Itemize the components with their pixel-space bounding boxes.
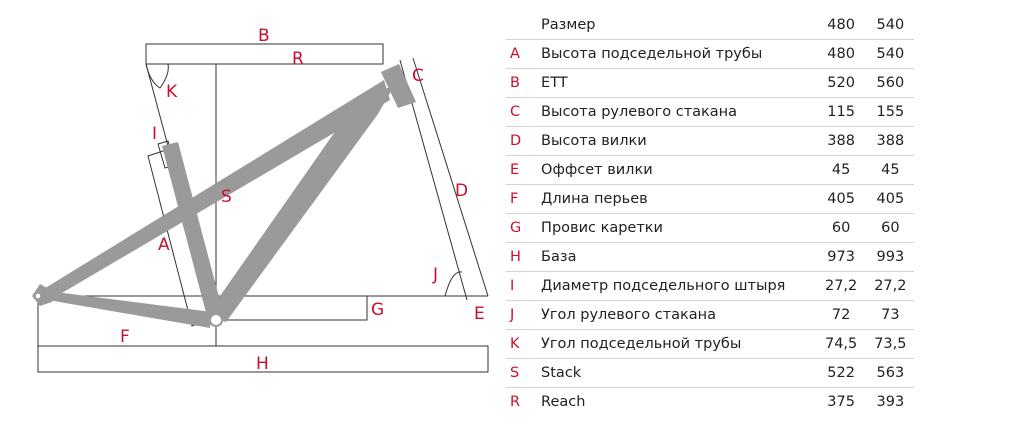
row-value-size-1: 60 [816, 214, 867, 243]
row-value-size-2: 73 [867, 301, 914, 330]
row-code: D [506, 127, 541, 156]
table-row [506, 301, 914, 330]
rear-axle [35, 293, 41, 299]
label-c: C [412, 66, 424, 86]
row-value-size-2: 45 [867, 156, 914, 185]
row-name: База [541, 243, 816, 272]
label-d: D [455, 181, 469, 201]
row-code: C [506, 98, 541, 127]
row-code: I [506, 272, 541, 301]
header-size-2: 540 [867, 11, 914, 40]
row-name: ETT [541, 69, 816, 98]
label-f: F [120, 327, 130, 347]
header-code [506, 11, 541, 40]
row-name: Stack [541, 359, 816, 388]
row-code: K [506, 330, 541, 359]
row-name: Высота подседельной трубы [541, 40, 816, 69]
table-row [506, 214, 914, 243]
label-r: R [292, 49, 304, 69]
row-value-size-1: 388 [816, 127, 867, 156]
row-value-size-1: 115 [816, 98, 867, 127]
table-header-row [506, 11, 914, 40]
row-value-size-1: 480 [816, 40, 867, 69]
head-axis-line-2 [413, 58, 488, 296]
label-s: S [221, 187, 232, 207]
label-g: G [371, 300, 385, 320]
row-name: Угол подседельной трубы [541, 330, 816, 359]
table-row [506, 185, 914, 214]
row-code: G [506, 214, 541, 243]
row-name: Высота вилки [541, 127, 816, 156]
row-name: Оффсет вилки [541, 156, 816, 185]
row-name: Reach [541, 394, 586, 410]
row-code: E [506, 156, 541, 185]
table-row [506, 127, 914, 156]
row-code: B [506, 69, 541, 98]
row-code: F [506, 185, 541, 214]
row-value-size-2: 993 [867, 243, 914, 272]
row-name: Длина перьев [541, 185, 816, 214]
label-b: B [258, 26, 270, 46]
row-value-size-2: 27,2 [867, 272, 914, 301]
row-value-size-1: 520 [816, 69, 867, 98]
row-name: Угол рулевого стакана [541, 301, 816, 330]
table-row [506, 330, 914, 359]
table-row [506, 388, 914, 417]
label-h: H [256, 354, 269, 374]
bike-geometry-diagram [0, 0, 500, 432]
label-a: A [158, 235, 170, 255]
row-value-size-1: 72 [816, 301, 867, 330]
bottom-bracket [210, 314, 222, 326]
row-name: Провис каретки [541, 214, 816, 243]
row-name: Высота рулевого стакана [541, 98, 816, 127]
row-value-size-2: 563 [867, 359, 914, 388]
table-row [506, 40, 914, 69]
row-value-size-1: 405 [816, 185, 867, 214]
table-row [506, 359, 914, 388]
row-code: R [510, 394, 521, 410]
row-value-size-1: 973 [816, 243, 867, 272]
table-row [506, 272, 914, 301]
row-code: A [506, 40, 541, 69]
row-value-size-1: 27,2 [816, 272, 867, 301]
down-tube [206, 86, 394, 322]
row-code: H [506, 243, 541, 272]
row-code: J [506, 301, 541, 330]
row-value-size-2: 540 [867, 40, 914, 69]
head-angle-arc [445, 272, 462, 296]
row-value-size-2: 60 [867, 214, 914, 243]
label-j: J [433, 265, 439, 285]
header-size-label: Размер [541, 11, 816, 40]
seat-tube [162, 142, 224, 320]
row-value-size-2: 388 [867, 127, 914, 156]
row-value-size-1: 74,5 [816, 330, 867, 359]
row-value-size-2: 73,5 [867, 330, 914, 359]
label-e: E [474, 304, 485, 324]
label-i: I [152, 124, 158, 144]
row-value-size-2: 560 [867, 69, 914, 98]
geometry-table [506, 11, 914, 416]
row-value-size-1: 45 [816, 156, 867, 185]
table-row [506, 69, 914, 98]
row-value-size-1: 375 [827, 394, 855, 410]
row-value-size-2: 155 [867, 98, 914, 127]
label-k: K [166, 82, 178, 102]
table-row [506, 156, 914, 185]
row-name: Диаметр подседельного штыря [541, 272, 816, 301]
header-size-1: 480 [816, 11, 867, 40]
row-value-size-1: 522 [816, 359, 867, 388]
ett-dimension-box [146, 44, 383, 64]
table-row [506, 243, 914, 272]
row-value-size-2: 405 [867, 185, 914, 214]
row-code: S [506, 359, 541, 388]
row-value-size-2: 393 [876, 394, 905, 410]
table-row [506, 98, 914, 127]
